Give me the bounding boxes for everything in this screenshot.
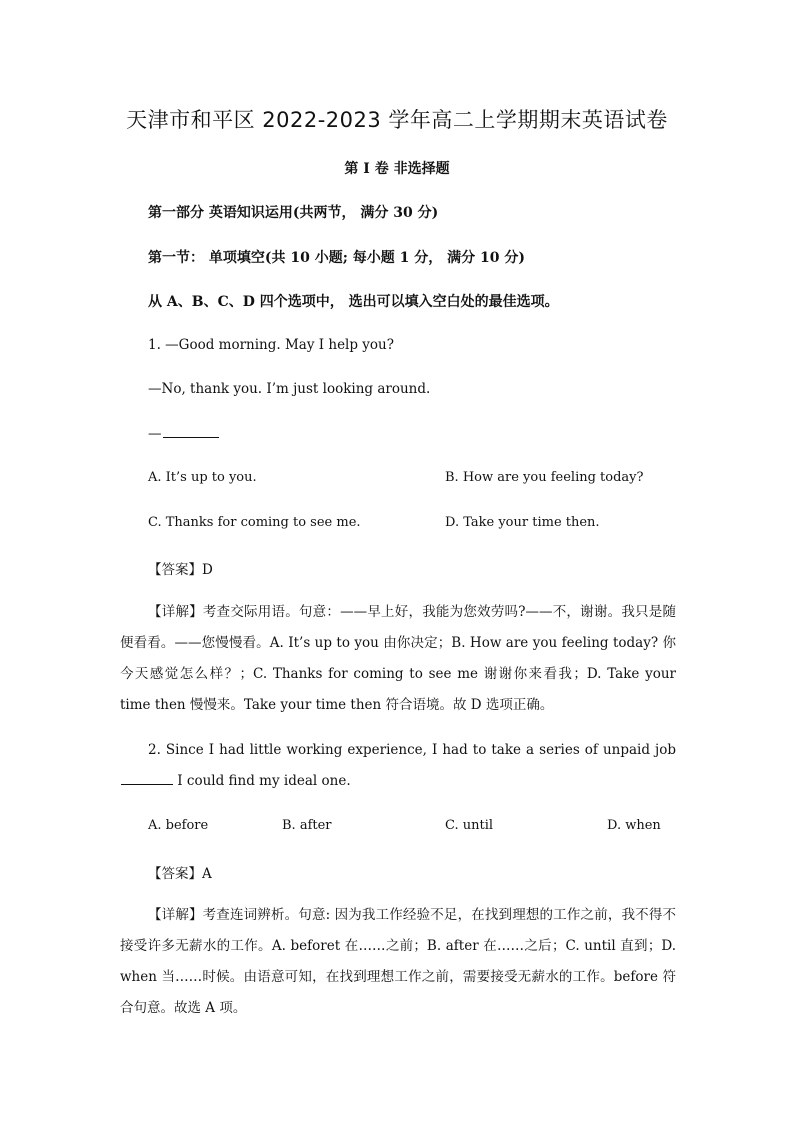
q1-explanation — [120, 597, 676, 721]
section-title: 第 I 卷 非选择题 — [344, 161, 450, 177]
q1-answer: 【答案】D — [148, 562, 213, 578]
q1-stem-line3 — [148, 425, 219, 442]
q1-stem-line2: —No, thank you. I’m just looking around. — [148, 381, 431, 397]
q1-option-c: C. Thanks for coming to see me. — [148, 515, 361, 530]
q2-stem-after: I could find my ideal one. — [173, 773, 351, 789]
q1-option-a: A. It’s up to you. — [148, 470, 257, 485]
q2-stem-text — [120, 735, 676, 797]
q1-dash: — — [148, 426, 162, 442]
q2-answer: 【答案】A — [148, 866, 212, 882]
instruction-text: 从 A、B、C、D 四个选项中， 选出可以填入空白处的最佳选项。 — [148, 294, 559, 310]
q2-option-b: B. after — [282, 818, 332, 833]
q1-option-b: B. How are you feeling today? — [445, 470, 644, 485]
answer-blank — [163, 425, 219, 438]
q2-option-c: C. until — [445, 818, 494, 833]
section-heading: 第一节： 单项填空(共 10 小题; 每小题 1 分， 满分 10 分) — [148, 250, 525, 266]
q2-explanation — [120, 900, 676, 1024]
q1-explanation-text: 【详解】考查交际用语。句意：——早上好，我能为您效劳吗?——不，谢谢。我只是随便看看。——您慢慢看。A. It’s up to you 由你决定；B. How are you feeling today? 你今天感觉怎么样？；C. Thanks for coming to see me 谢谢你来看我；D. Take your time then 慢慢来。Take your time then 符合语境。故 D 选项正确。 — [120, 604, 676, 713]
answer-blank — [121, 772, 173, 785]
q1-stem-line1: 1. —Good morning. May I help you? — [148, 337, 394, 353]
q1-option-d: D. Take your time then. — [445, 515, 600, 530]
q2-stem — [120, 735, 676, 797]
part-heading: 第一部分 英语知识运用(共两节， 满分 30 分) — [148, 205, 439, 221]
q2-stem-before: 2. Since I had little working experience, I had to take a series of unpaid job — [148, 742, 676, 758]
q2-explanation-text: 【详解】考查连词辨析。句意: 因为我工作经验不足，在找到理想的工作之前，我不得不接受许多无薪水的工作。A. beforet 在……之前；B. after 在……之后；C. until 直到；D. when 当……时候。由语意可知，在找到理想工作之前，需要接受无薪水的工作。before 符合句意。故选 A 项。 — [120, 907, 676, 1016]
q2-option-a: A. before — [148, 818, 209, 833]
q2-option-d: D. when — [607, 818, 661, 833]
exam-title: 天津市和平区 2022-2023 学年高二上学期期末英语试卷 — [126, 108, 668, 132]
